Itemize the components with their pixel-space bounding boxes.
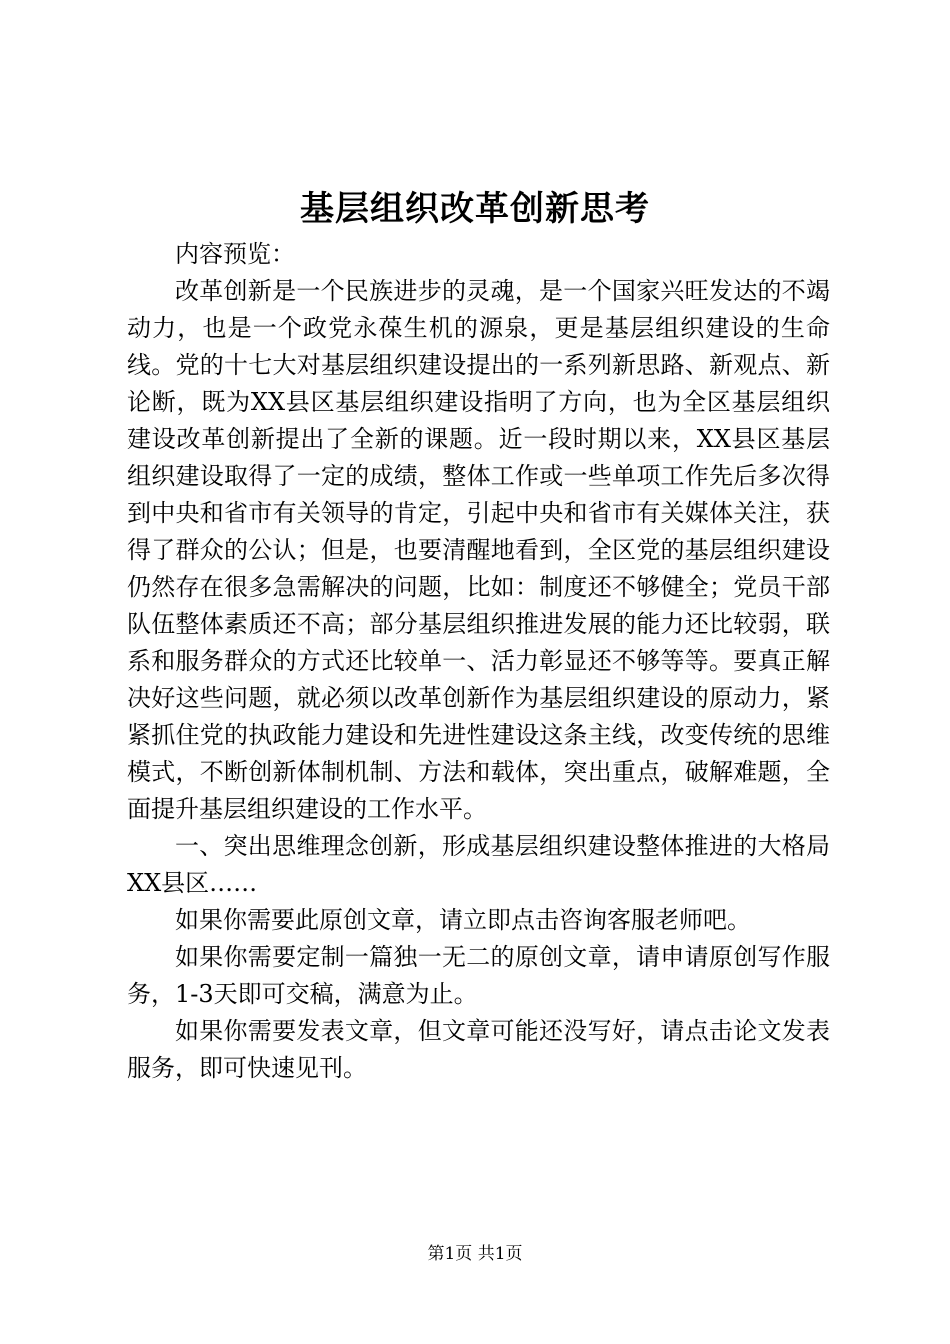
preview-label: 内容预览： [175, 240, 295, 268]
document-body [127, 236, 830, 1087]
document-title: 基层组织改革创新思考 [300, 189, 650, 229]
paragraph-consult-link: 如果你需要此原创文章，请立即点击咨询客服老师吧。 [175, 906, 751, 934]
paragraph-publish-service: 如果你需要发表文章，但文章可能还没写好，请点击论文发表服务，即可快速见刊。 [127, 1017, 830, 1082]
paragraph-section-one: 一、突出思维理念创新，形成基层组织建设整体推进的大格局XX县区…… [127, 832, 830, 897]
paragraph-custom-writing: 如果你需要定制一篇独一无二的原创文章，请申请原创写作服务，1-3天即可交稿，满意为止。 [127, 943, 830, 1008]
page-footer: 第1页 共1页 [427, 1244, 523, 1264]
paragraph-intro: 改革创新是一个民族进步的灵魂，是一个国家兴旺发达的不竭动力，也是一个政党永葆生机的源泉，更是基层组织建设的生命线。党的十七大对基层组织建设提出的一系列新思路、新观点、新论断，既为XX县区基层组织建设指明了方向，也为全区基层组织建设改革创新提出了全新的课题。近一段时期以来，XX县区基层组织建设取得了一定的成绩，整体工作或一些单项工作先后多次得到中央和省市有关领导的肯定，引起中央和省市有关媒体关注，获得了群众的公认；但是，也要清醒地看到，全区党的基层组织建设仍然存在很多急需解决的问题，比如：制度还不够健全；党员干部队伍整体素质还不高；部分基层组织推进发展的能力还比较弱，联系和服务群众的方式还比较单一、活力彰显还不够等等。要真正解决好这些问题，就必须以改革创新作为基层组织建设的原动力，紧紧抓住党的执政能力建设和先进性建设这条主线，改变传统的思维模式，不断创新体制机制、方法和载体，突出重点，破解难题，全面提升基层组织建设的工作水平。 [127, 277, 830, 823]
